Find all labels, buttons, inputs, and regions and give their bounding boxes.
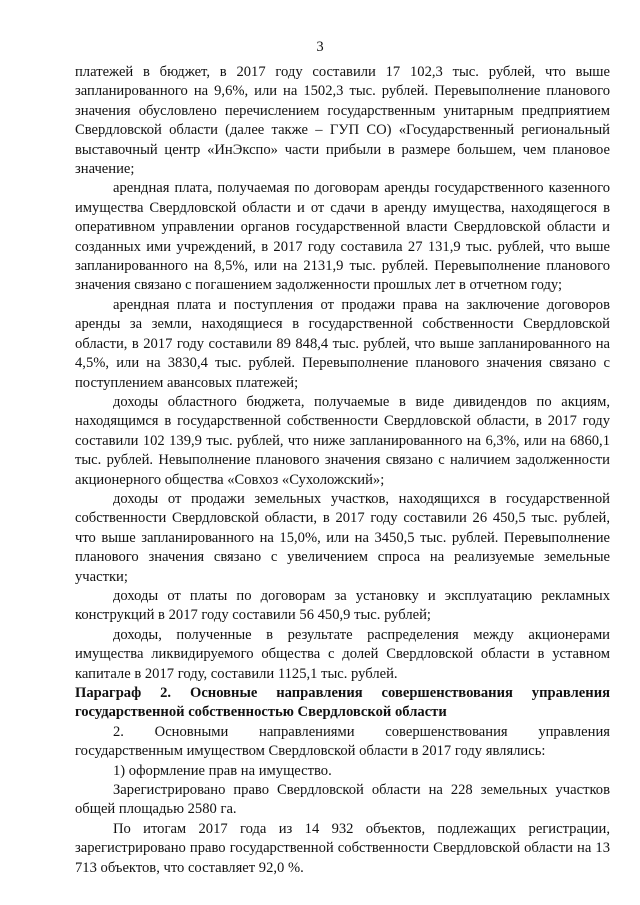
section-heading: Параграф 2. Основные направления совершенствования управления государственной собственностью Свердловской области: [75, 685, 610, 721]
paragraph-budget-payments: платежей в бюджет, в 2017 году составили 17 102,3 тыс. рублей, что выше запланированного на 9,6%, или на 1502,3 тыс. рублей. Перевыполнение планового значения обусловлено перечислением государственным унитарным предприятием Свердловской области (далее также – ГУП СО) «Государственный региональный выставочный центр «ИнЭкспо» части прибыли в размере большем, чем плановое значение;: [75, 64, 610, 178]
paragraph-liquidation: доходы, полученные в результате распределения между акционерами имущества ликвидируемого общества с долей Свердловской области в уставном капитале в 2017 году, составили 1125,1 тыс. рублей.: [75, 626, 610, 682]
paragraph-objects-registered: По итогам 2017 года из 14 932 объектов, подлежащих регистрации, зарегистрировано право государственной собственности Свердловской области на 13 713 объектов, что составляет 92,0 %.: [75, 820, 610, 876]
paragraph-land-registered: Зарегистрировано право Свердловской области на 228 земельных участков общей площадью 2580 га.: [75, 782, 610, 818]
paragraph-rights-registration: 1) оформление прав на имущество.: [113, 762, 332, 779]
paragraph-land-rent: арендная плата и поступления от продажи права на заключение договоров аренды за земли, находящиеся в государственной собственности Свердловской области, в 2017 году составили 89 848,4 тыс. рублей, что выше запланированного на 4,5%, или на 3830,4 тыс. рублей. Перевыполнение планового значения связано с поступлением авансовых платежей;: [75, 296, 610, 391]
paragraph-main-directions: 2. Основными направлениями совершенствования управления государственным имуществом Свердловской области в 2017 году являлись:: [75, 723, 610, 760]
paragraph-land-sales: доходы от продажи земельных участков, находящихся в государственной собственности Свердловской области, в 2017 году составили 26 450,5 тыс. рублей, что выше запланированного на 15,0%, или на 3450,5 тыс. рублей. Перевыполнение планового значения связано с увеличением спроса на реализуемые земельные участки;: [75, 490, 610, 585]
paragraph-advertising: доходы от платы по договорам за установку и эксплуатацию рекламных конструкций в 2017 году составили 56 450,9 тыс. рублей;: [75, 587, 610, 624]
page-number: 3: [316, 39, 324, 55]
paragraph-property-rent: арендная плата, получаемая по договорам аренды государственного казенного имущества Свердловской области и от сдачи в аренду имущества, находящегося в оперативном управлении органов государственной власти Свердловской области и созданных ими учреждений, в 2017 году составила 27 131,9 тыс. рублей, что выше запланированного на 8,5%, или на 2131,9 тыс. рублей. Перевыполнение планового значения связано с погашением задолженности прошлых лет в отчетном году;: [75, 180, 610, 294]
paragraph-dividends: доходы областного бюджета, получаемые в виде дивидендов по акциям, находящимся в государственной собственности Свердловской области, в 2017 году составили 102 139,9 тыс. рублей, что ниже запланированного на 6,3%, или на 6860,1 тыс. рублей. Невыполнение планового значения связано с наличием задолженности акционерного общества «Совхоз «Сухоложский»;: [75, 393, 610, 488]
document-body: [75, 63, 610, 878]
